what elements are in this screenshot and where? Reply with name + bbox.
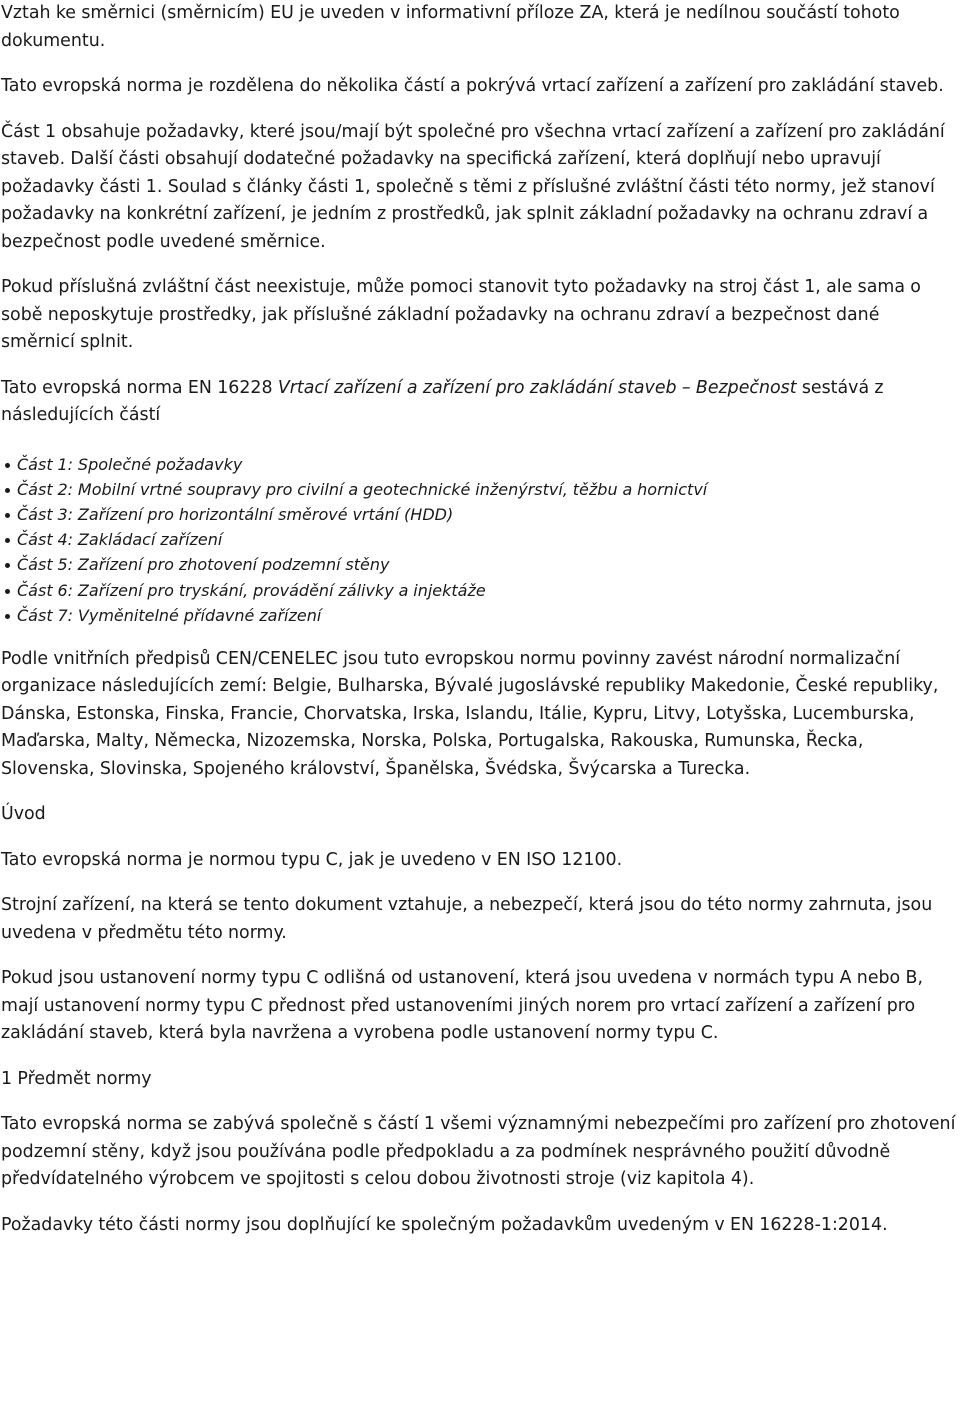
paragraph-part1-requirements: Část 1 obsahuje požadavky, které jsou/mají být společné pro všechna vrtací zařízení a zařízení pro zakládání staveb. Další části obsahují dodatečné požadavky na specifická zařízení, která doplňují nebo upravují požadavky části 1. Soulad s články části 1, společně s těmi z příslušné zvláštní části této normy, jež stanoví požadavky na konkrétní zařízení, je jedním z prostředků, jak splnit základní požadavky na ochranu zdraví a bezpečnost podle uvedené směrnice. (1, 121, 945, 252)
list-item: Část 5: Zařízení pro zhotovení podzemní stěny (5, 552, 958, 577)
paragraph-supplementary-requirements: Požadavky této části normy jsou doplňující ke společným požadavkům uvedeným v EN 16228-1:2014. (1, 1214, 888, 1235)
paragraph-norm-structure: Tato evropská norma je rozdělena do několika částí a pokrývá vrtací zařízení a zařízení pro zakládání staveb. (1, 76, 944, 96)
list-item: Část 1: Společné požadavky (5, 452, 958, 477)
list-item: Část 2: Mobilní vrtné soupravy pro civilní a geotechnické inženýrství, těžbu a hornictví (5, 477, 958, 502)
norm-title: Vrtací zařízení a zařízení pro zakládání staveb – Bezpečnost (277, 377, 797, 398)
paragraph-directive-relation: Vztah ke směrnici (směrnicím) EU je uveden v informativní příloze ZA, která je nedílnou součástí tohoto dokumentu. (1, 3, 900, 51)
list-item: Část 7: Vyměnitelné přídavné zařízení (5, 603, 958, 628)
list-item: Část 4: Zakládací zařízení (5, 527, 958, 552)
norm-suffix: sestává z následujících částí (1, 377, 884, 425)
heading-predmet-normy: 1 Předmět normy (1, 1068, 152, 1089)
parts-list (1, 452, 958, 628)
paragraph-machinery-scope: Strojní zařízení, na která se tento dokument vztahuje, a nebezpečí, která jsou do této normy zahrnuta, jsou uvedena v předmětu této normy. (1, 895, 933, 943)
list-item: Část 3: Zařízení pro horizontální směrové vrtání (HDD) (5, 502, 958, 527)
heading-uvod: Úvod (1, 804, 46, 825)
paragraph-missing-part: Pokud příslušná zvláštní část neexistuje, může pomoci stanovit tyto požadavky na stroj část 1, ale sama o sobě neposkytuje prostředky, jak příslušné základní požadavky na ochranu zdraví a bezpečnost dané směrnicí splnit. (1, 277, 921, 352)
paragraph-norm-parts-intro (1, 375, 958, 430)
list-item: Část 6: Zařízení pro tryskání, provádění zálivky a injektáže (5, 578, 958, 603)
paragraph-cen-cenelec: Podle vnitřních předpisů CEN/CENELEC jsou tuto evropskou normu povinny zavést národní normalizační organizace následujících zemí: Belgie, Bulharska, Bývalé jugoslávské republiky Makedonie, České republiky, Dánska, Estonska, Finska, Francie, Chorvatska, Irska, Islandu, Itálie, Kypru, Litvy, Lotyšska, Lucemburska, Maďarska, Malty, Německa, Nizozemska, Norska, Polska, Portugalska, Rakouska, Rumunska, Řecka, Slovenska, Slovinska, Spojeného království, Španělska, Švédska, Švýcarska a Turecka. (1, 648, 939, 779)
paragraph-type-c-precedence: Pokud jsou ustanovení normy typu C odlišná od ustanovení, která jsou uvedena v normách typu A nebo B, mají ustanovení normy typu C přednost před ustanoveními jiných norem pro vrtací zařízení a zařízení pro zakládání staveb, která byla navržena a vyrobena podle ustanovení normy typu C. (1, 968, 923, 1044)
norm-prefix: Tato evropská norma EN 16228 (1, 377, 278, 398)
document-page (1, 0, 958, 1239)
paragraph-type-c: Tato evropská norma je normou typu C, jak je uvedeno v EN ISO 12100. (1, 849, 623, 870)
paragraph-scope-hazards: Tato evropská norma se zabývá společně s částí 1 všemi významnými nebezpečími pro zařízení pro zhotovení podzemní stěny, když jsou používána podle předpokladu a za podmínek nesprávného použití důvodně předvídatelného výrobcem ve spojitosti s celou dobou životnosti stroje (viz kapitola 4). (1, 1114, 956, 1190)
